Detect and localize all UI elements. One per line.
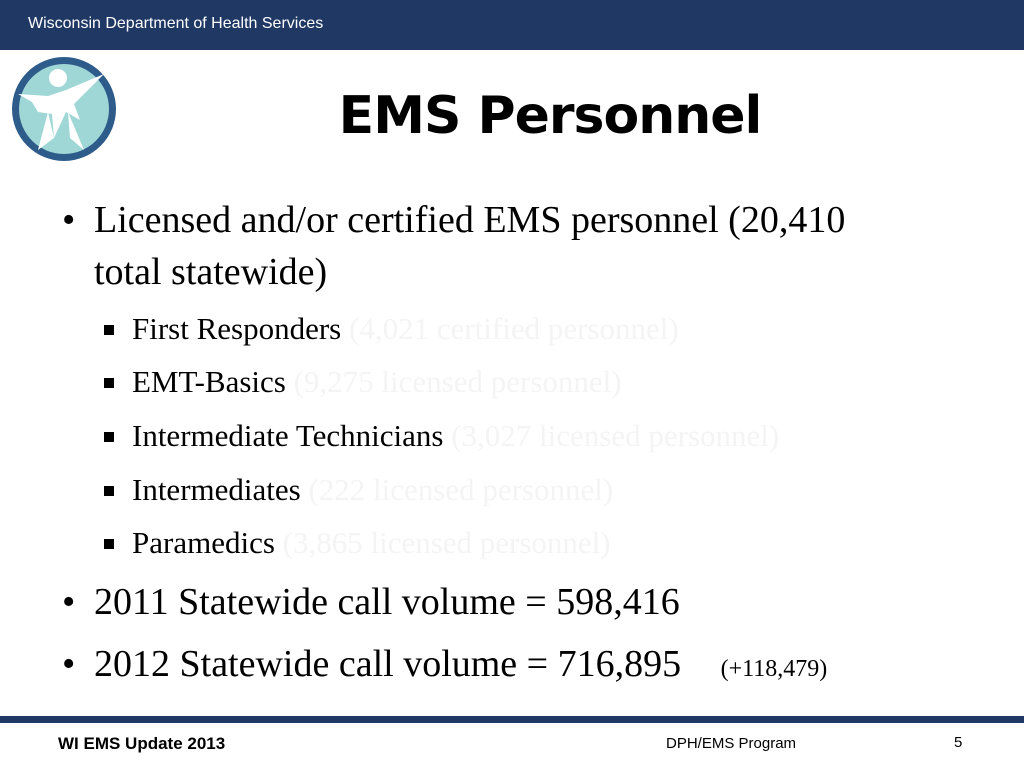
- slide-title: EMS Personnel: [338, 86, 762, 146]
- sub-bullet-detail: (3,027 licensed personnel): [451, 418, 780, 453]
- sub-bullet-label: Intermediate Technicians: [132, 418, 444, 453]
- sub-bullet-detail: (9,275 licensed personnel): [293, 364, 622, 399]
- footer-title: WI EMS Update 2013: [58, 734, 226, 753]
- sub-bullet-detail: (222 licensed personnel): [308, 472, 614, 507]
- sub-bullet-detail: (4,021 certified personnel): [349, 311, 679, 346]
- footer-program: DPH/EMS Program: [666, 735, 797, 752]
- bullet-text: Licensed and/or certified EMS personnel (20,410: [94, 199, 846, 241]
- square-bullet-icon: [104, 486, 114, 496]
- bullet-text: 2012 Statewide call volume = 716,895: [94, 643, 682, 685]
- sub-bullet-label: Intermediates: [132, 472, 301, 507]
- call-change: (+118,479): [720, 656, 828, 682]
- bullet-text: 2011 Statewide call volume = 598,416: [94, 581, 680, 623]
- page-number: 5: [954, 734, 963, 751]
- square-bullet-icon: [104, 325, 114, 335]
- bullet-dot-icon: •: [62, 581, 76, 623]
- sub-bullet-label: First Responders: [132, 311, 342, 346]
- header-bar: [0, 0, 1024, 50]
- sub-bullet-label: EMT-Basics: [132, 364, 286, 399]
- square-bullet-icon: [104, 378, 114, 388]
- header-org: Wisconsin Department of Health Services: [28, 15, 324, 32]
- dhs-logo-icon: [8, 54, 120, 164]
- bullet-dot-icon: •: [62, 643, 76, 685]
- square-bullet-icon: [104, 539, 114, 549]
- bullet-text: total statewide): [94, 251, 328, 293]
- sub-bullet-detail: (3,865 licensed personnel): [282, 525, 611, 560]
- sub-bullet-label: Paramedics: [132, 525, 275, 560]
- bullet-dot-icon: •: [62, 199, 76, 241]
- footer-divider: [0, 716, 1024, 723]
- square-bullet-icon: [104, 432, 114, 442]
